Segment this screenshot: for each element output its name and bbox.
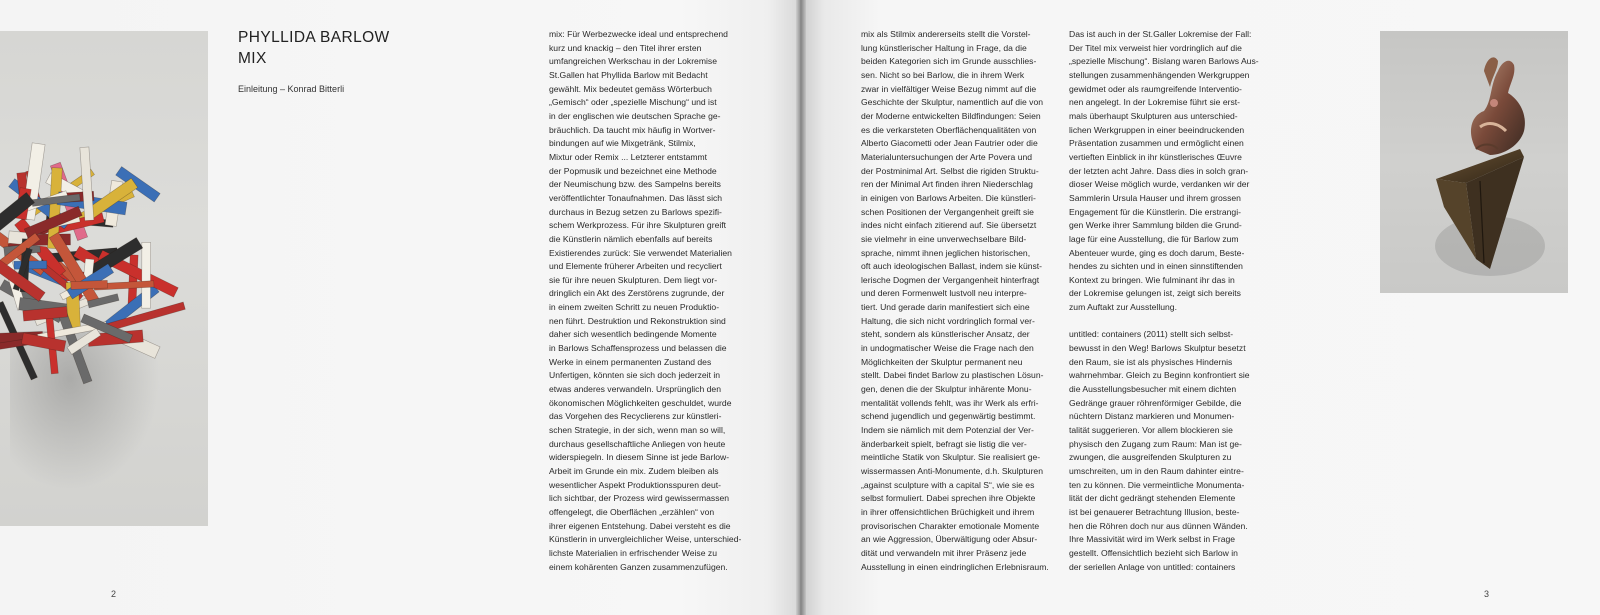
text-line: der Popmusik und bezeichnet eine Methode [549, 165, 717, 176]
text-line: in einigen von Barlows Arbeiten. Die künstleri- [861, 192, 1036, 203]
text-line: Das ist auch in der St.Galler Lokremise der Fall: [1069, 29, 1252, 39]
text-column-1 [549, 28, 754, 574]
text-line: mals überhaupt Skulpturen aus unterschied- [1069, 110, 1238, 121]
text-line: tiert. Und gerade darin manifestiert sich eine [861, 302, 1030, 313]
text-line: lung künstlerischer Haltung in Frage, da die [861, 42, 1027, 53]
text-line: wahrnehmbar. Gleich zu Beginn konfrontiert sie [1069, 370, 1250, 381]
text-line: gen, denen die der Skulptur inhärente Monu- [861, 384, 1032, 395]
text-line: umschreiten, um in den Raum dahinter eintre- [1069, 465, 1244, 476]
title-line-2: MIX [238, 50, 267, 67]
text-line: Ihre Massivität wird im Werk selbst in Frage [1069, 534, 1236, 545]
text-line: in undogmatischer Weise die Frage nach den [861, 343, 1034, 354]
text-line: nen führt. Destruktion und Rekonstruktion sind [549, 315, 726, 326]
paragraph [861, 28, 1066, 574]
text-line: sie vielmehr in eine unverwechselbare Bild- [861, 233, 1027, 244]
paragraph [549, 28, 754, 574]
text-line: schem Werkprozess. Für ihre Skulpturen greift [549, 220, 727, 231]
text-line: mix als Stilmix andererseits stellt die Vorstel- [861, 29, 1031, 39]
text-column-2 [861, 28, 1066, 574]
text-line: ihrer eigenen Entstehung. Dabei versteht es die [549, 520, 731, 531]
text-line: in der englischen wie deutschen Sprache ge- [549, 110, 721, 121]
text-line: nen angelegt. In der Lokremise führt sie erst- [1069, 97, 1241, 108]
text-line: gewidmet oder als raumgreifende Interventio- [1069, 83, 1242, 94]
text-line: indes nicht einfach zitierend auf. Sie übersetzt [861, 220, 1037, 231]
text-line: bräuchlich. Da taucht mix häufig in Wortver- [549, 124, 716, 135]
book-gutter [796, 0, 806, 615]
text-line: „against sculpture with a capital S“, wie sie es [861, 479, 1035, 490]
text-line: und deren Formenwelt lustvoll neu interpre- [861, 288, 1027, 299]
text-line: der Neumischung bzw. des Sampelns bereits [549, 179, 721, 190]
text-line: ökonomischen Möglichkeiten geschuldet, wurde [549, 397, 732, 408]
text-line: sprache, nimmt ihnen jeglichen historischen, [861, 247, 1031, 258]
text-line: an wie Aggression, Überwältigung oder Absur- [861, 534, 1038, 545]
text-line: steht, sondern als künstlerischer Ansatz, der [861, 329, 1030, 340]
text-line: daher sich wesentlich bedingende Momente [549, 329, 717, 340]
text-line: „spezielle Mischung“. Bislang waren Barlows Aus- [1069, 56, 1259, 67]
text-line: die Ausstellungsbesucher mit einem dichten [1069, 384, 1237, 395]
paragraph [1069, 328, 1274, 574]
text-line: Möglichkeiten der Skulptur permanent neu [861, 356, 1023, 367]
text-line: Ausstellung in einen eindringlichen Erlebnisraum. [861, 561, 1049, 572]
text-line: veröffentlichter Tonaufnahmen. Das lässt sich [549, 192, 723, 203]
text-line: durchaus gesellschaftliche Anliegen von heute [549, 438, 726, 449]
text-line: Materialuntersuchungen der Arte Povera und [861, 151, 1033, 162]
text-line: gewählt. Mix bedeutet gemäss Wörterbuch [549, 83, 712, 94]
text-line: Geschichte der Skulptur, namentlich auf die von [861, 97, 1044, 108]
text-line: lerische Dogmen der Vergangenheit hinterfragt [861, 274, 1040, 285]
subtitle-author: Einleitung – Konrad Bitterli [238, 84, 345, 94]
page-title [238, 27, 488, 69]
text-line: ren der Minimal Art finden ihren Niederschlag [861, 179, 1033, 190]
text-column-3 [1069, 28, 1274, 574]
text-line: meintliche Statik von Skulptur. Sie realisiert ge- [861, 452, 1041, 463]
text-line: physisch den Zugang zum Raum: Man ist ge- [1069, 438, 1242, 449]
text-line: wissermassen Anti-Monumente, d.h. Skulpturen [861, 466, 1043, 476]
text-line: Mixtur oder Remix ... Letzterer entstammt [549, 151, 708, 162]
text-line: widerspiegeln. In diesem Sinne ist jede Barlow- [549, 452, 730, 463]
text-line: Haltung, die sich nicht vordringlich formal ver- [861, 315, 1035, 326]
text-line: stellt. Dabei findet Barlow zu plastischen Lösun- [861, 370, 1044, 381]
sculpture-photo-left [0, 31, 208, 526]
text-line: sen. Nicht so bei Barlow, die in ihrem Werk [861, 69, 1025, 80]
text-line: mentalität vollends fehlt, was ihr Werk als erfri- [861, 397, 1039, 408]
text-line: wesentlicher Aspekt Produktionsspuren deut- [549, 479, 721, 490]
text-line: Unfertigen, könnten sie sich doch jederzeit in [549, 370, 721, 381]
text-line: lichste Materialien in erfrischender Weise zu [549, 547, 717, 558]
text-line: schen Positionen der Vergangenheit greift sie [861, 206, 1034, 217]
text-line: lichen Werkgruppen in einer beeindruckenden [1069, 124, 1245, 135]
text-line: Indem sie nämlich mit dem Potenzial der Ver- [861, 425, 1034, 436]
text-line: stellungen zusammenhängenden Werkgruppen [1069, 69, 1250, 80]
text-line: oft auch ideologischen Ballast, indem sie künst- [861, 261, 1043, 272]
text-line: sie für ihre neuen Skulpturen. Dem liegt vor- [549, 274, 718, 285]
text-line: ten zu können. Die vermeintliche Monumenta- [1069, 479, 1245, 490]
text-line: die Künstlerin nämlich ebenfalls auf bereits [549, 233, 713, 244]
text-line: offengelegt, die Oberflächen „erzählen“ von [549, 506, 715, 517]
text-line: gestellt. Offensichtlich bezieht sich Barlow in [1069, 547, 1238, 558]
text-line: durchaus in Bezug setzen zu Barlows spezifi- [549, 206, 722, 217]
text-line: nüchtern Distanz markieren und Monumen- [1069, 411, 1235, 422]
text-line: der Postminimal Art. Selbst die rigiden Struktu- [861, 165, 1039, 176]
text-line: schen Strategie, in der sich, wenn man so will, [549, 425, 726, 436]
text-line: selbst formuliert. Dabei sprechen ihre Objekte [861, 493, 1036, 504]
text-line: dität und verwandeln mit ihrer Präsenz jede [861, 547, 1027, 558]
paragraph [1069, 28, 1274, 315]
sculpture-photo-right [1380, 31, 1568, 293]
text-line: talität suggerieren. Vor allem blockieren sie [1069, 425, 1233, 436]
text-line: vertieften Einblick in ihr künstlerisches Œuvre [1069, 151, 1242, 162]
text-line: lage für eine Ausstellung, die für Barlow zum [1069, 233, 1239, 244]
text-line: hendes zu sichten und in einen sinnstiftenden [1069, 261, 1243, 272]
text-line: beiden Kategorien sich im Grunde ausschlies- [861, 56, 1037, 67]
text-line: änderbarkeit spielt, befragt sie listig die ver- [861, 438, 1027, 449]
page-number-left: 2 [111, 589, 117, 599]
text-line: kurz und knackig – den Titel ihrer ersten [549, 42, 702, 53]
text-line: der seriellen Anlage von untitled: containers [1069, 561, 1236, 572]
text-line: bewusst in den Weg! Barlows Skulptur besetzt [1069, 343, 1246, 354]
text-line: schend jugendlich und gegenwärtig bestimmt. [861, 411, 1036, 422]
text-line: Der Titel mix verweist hier vordringlich auf die [1069, 42, 1242, 53]
text-line: zwar in vielfältiger Weise Bezug nimmt auf die [861, 83, 1037, 94]
text-line: den Raum, sie ist als physisches Hindernis [1069, 356, 1233, 367]
text-line: Präsentation zusammen und ermöglicht einen [1069, 138, 1244, 149]
text-line: Werke in einem permanenten Zustand des [549, 356, 712, 367]
text-line: provisorischen Charakter emotionale Momente [861, 520, 1040, 531]
text-line: dioser Weise möglich wurde, verdanken wir der [1069, 179, 1250, 190]
text-line: es die verkarsteten Oberflächenqualitäten von [861, 124, 1037, 135]
text-line: in ihrer offensichtlichen Brüchigkeit und ihrem [861, 506, 1035, 517]
text-line: lität der dicht gedrängt stehenden Elemente [1069, 493, 1236, 504]
text-line: Kontext zu bringen. Wie fulminant ihr das in [1069, 274, 1235, 285]
page-number-right: 3 [1484, 589, 1490, 599]
wall-sculpture-image [0, 31, 208, 526]
text-line: der letzten acht Jahre. Dass dies in solch gran- [1069, 165, 1249, 176]
bird-sculpture-image [1380, 31, 1568, 293]
text-line: Gedränge grauer röhrenförmiger Gebilde, die [1069, 397, 1242, 408]
text-line: einem kohärenten Ganzen zusammenzufügen. [549, 561, 728, 572]
text-line: Existierendes zurück: Sie verwendet Materialien [549, 247, 732, 258]
text-line: gen Werke ihrer Sammlung bilden die Grund- [1069, 220, 1242, 231]
text-line: zum Auftakt zur Ausstellung. [1069, 302, 1177, 313]
text-line: „Gemisch“ oder „spezielle Mischung“ und ist [549, 97, 717, 108]
text-line: hen die Röhren doch nur aus dünnen Wänden. [1069, 520, 1248, 531]
text-line: etwas anderes verwandeln. Ursprünglich den [549, 384, 721, 395]
text-line: der Moderne entwickelten Bildfindungen: Seien [861, 110, 1041, 121]
text-line: Künstlerin in unvergleichlicher Weise, unterschied- [549, 534, 742, 545]
text-line: ist bei genauerer Betrachtung Illusion, beste- [1069, 506, 1240, 517]
text-line: Sammlerin Ursula Hauser und ihrem grossen [1069, 192, 1241, 203]
text-line: in einem zweiten Schritt zu neuen Produktio- [549, 302, 720, 313]
text-line: dringlich ein Akt des Zerstörens zugrunde, der [549, 288, 725, 299]
text-line: zwungen, die ausgreifenden Skulpturen zu [1069, 452, 1232, 463]
text-line: das Vorgehen des Recyclierens zur künstleri- [549, 411, 722, 422]
text-line: umfangreichen Werkschau in der Lokremise [549, 56, 717, 67]
text-line: untitled: containers (2011) stellt sich selbst- [1069, 329, 1234, 340]
text-line: Engagement für die Künstlerin. Die erstrangi- [1069, 206, 1241, 217]
title-line-1: PHYLLIDA BARLOW [238, 29, 390, 46]
text-line: mix: Für Werbezwecke ideal und entsprechend [549, 29, 728, 39]
text-line: der Lokremise gelungen ist, zeigt sich bereits [1069, 288, 1241, 299]
text-line: St.Gallen hat Phyllida Barlow mit Bedacht [549, 69, 708, 80]
text-line: Arbeit im Grunde ein mix. Zudem bleiben als [549, 466, 719, 476]
text-line: Abenteuer wurde, ging es doch darum, Beste- [1069, 247, 1245, 258]
text-line: lich sichtbar, der Prozess wird gewissermassen [549, 493, 730, 504]
text-line: und Elemente früherer Arbeiten und recycliert [549, 261, 722, 272]
text-line: Alberto Giacometti oder Jean Fautrier oder die [861, 138, 1038, 149]
text-line: bindungen auf wie Mixgetränk, Stilmix, [549, 138, 696, 149]
text-line: in Barlows Schaffensprozess und belassen die [549, 343, 727, 354]
